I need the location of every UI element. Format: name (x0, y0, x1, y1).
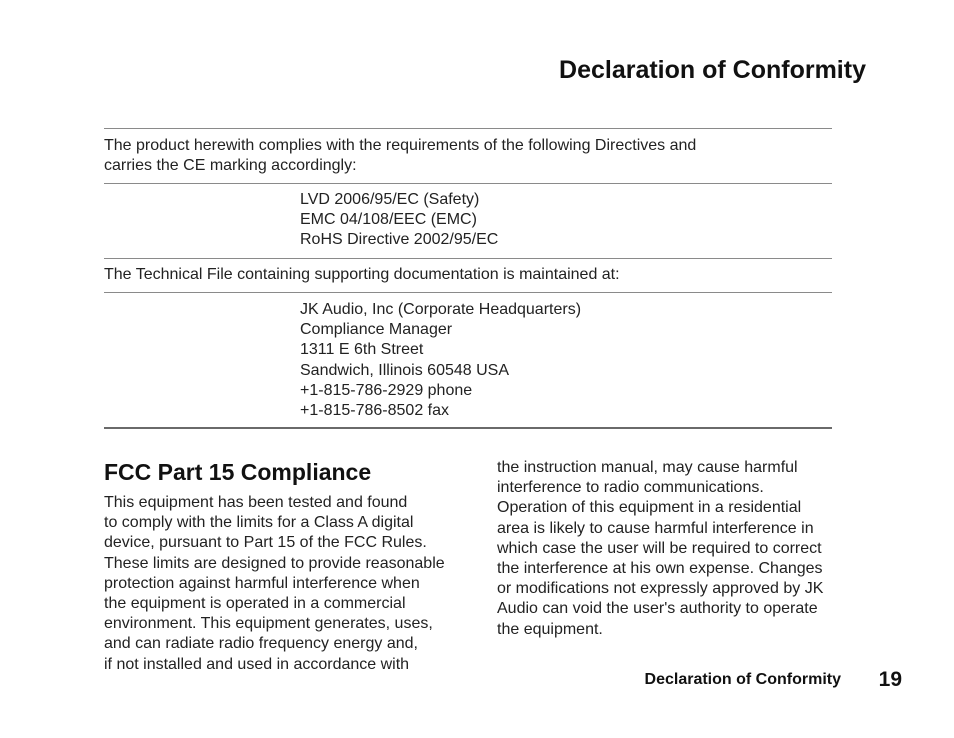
fcc-text-line: if not installed and used in accordance with (104, 655, 410, 673)
fcc-text-line: environment. This equipment generates, uses, (104, 615, 433, 633)
fcc-text-line: protection against harmful interference when (104, 574, 420, 592)
fcc-text-line: Audio can void the user's authority to operate (497, 600, 818, 618)
fcc-text-right-column (497, 458, 823, 640)
fax-number: +1-815-786-8502 fax (300, 402, 449, 420)
directive-item: EMC 04/108/EEC (EMC) (300, 211, 477, 229)
address-line: 1311 E 6th Street (300, 341, 424, 359)
fcc-text-line: the interference at his own expense. Changes (497, 560, 823, 578)
fcc-heading: FCC Part 15 Compliance (104, 459, 372, 485)
fcc-text-line: which case the user will be required to correct (497, 539, 822, 557)
divider-top (104, 128, 832, 129)
intro-line: The product herewith complies with the requirements of the following Directives and (104, 137, 697, 154)
fcc-text-line: area is likely to cause harmful interference in (497, 519, 814, 537)
fcc-text-left-column (104, 493, 445, 675)
divider-directives-bottom (104, 258, 832, 259)
directives-list (300, 190, 498, 251)
directive-item: LVD 2006/95/EC (Safety) (300, 191, 480, 208)
fcc-text-line: the equipment. (497, 620, 603, 638)
address-line: Compliance Manager (300, 321, 453, 339)
fcc-text-line: These limits are designed to provide reasonable (104, 554, 445, 572)
divider-address-top (104, 292, 832, 293)
phone-number: +1-815-786-2929 phone (300, 381, 473, 399)
address-line: JK Audio, Inc (Corporate Headquarters) (300, 301, 582, 318)
fcc-text-line: Operation of this equipment in a residential (497, 499, 802, 517)
divider-section-end (104, 427, 832, 429)
page-title: Declaration of Conformity (559, 56, 866, 84)
fcc-text-line: device, pursuant to Part 15 of the FCC Rules. (104, 534, 427, 552)
divider-directives-top (104, 183, 832, 184)
address-line: Sandwich, Illinois 60548 USA (300, 361, 510, 379)
fcc-text-line: the equipment is operated in a commercial (104, 595, 406, 613)
technical-file-statement (104, 265, 620, 285)
conformity-intro (104, 136, 696, 176)
fcc-text-line: and can radiate radio frequency energy and, (104, 635, 418, 653)
fcc-text-line: or modifications not expressly approved by JK (497, 580, 824, 598)
fcc-text-line: interference to radio communications. (497, 479, 764, 497)
footer-section-label: Declaration of Conformity (644, 671, 841, 688)
fcc-text-line: the instruction manual, may cause harmful (497, 459, 798, 476)
intro-line: carries the CE marking accordingly: (104, 157, 357, 175)
fcc-text-line: to comply with the limits for a Class A digital (104, 514, 414, 532)
fcc-text-line: This equipment has been tested and found (104, 494, 408, 511)
page-number: 19 (878, 668, 902, 691)
technical-file-text: The Technical File containing supporting documentation is maintained at: (104, 266, 620, 283)
directive-item: RoHS Directive 2002/95/EC (300, 231, 499, 249)
address-block (300, 300, 581, 421)
